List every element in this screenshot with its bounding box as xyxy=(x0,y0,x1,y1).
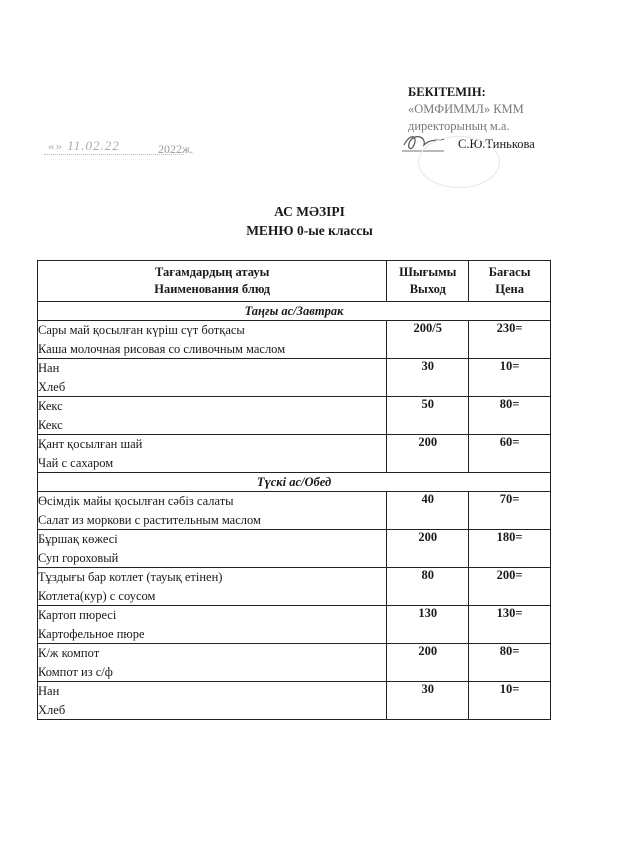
dish-name: Қант қосылған шай Чай с сахаром xyxy=(38,435,387,473)
section-title: Таңғы ас/Завтрак xyxy=(38,302,551,321)
table-row xyxy=(38,397,551,435)
dish-price: 180= xyxy=(469,530,551,568)
dish-output: 40 xyxy=(387,492,469,530)
dish-price: 200= xyxy=(469,568,551,606)
dish-output: 200 xyxy=(387,644,469,682)
dish-output: 30 xyxy=(387,359,469,397)
table-header-row xyxy=(38,261,551,302)
approval-position: директорының м.а. xyxy=(408,119,510,133)
table-row xyxy=(38,530,551,568)
section-row-lunch xyxy=(38,473,551,492)
table-row xyxy=(38,682,551,720)
dish-price: 10= xyxy=(469,359,551,397)
approval-date xyxy=(40,138,220,160)
page-title: АС МӘЗІРІ xyxy=(274,204,345,219)
date-handwritten: «» 11.02.22 xyxy=(48,138,120,153)
dish-name: Бұршақ көжесі Суп гороховый xyxy=(38,530,387,568)
approval-signatory: С.Ю.Тинькова xyxy=(458,137,535,151)
dish-name: Нан Хлеб xyxy=(38,682,387,720)
header-name: Тағамдардың атауы Наименования блюд xyxy=(38,261,387,302)
section-row-breakfast xyxy=(38,302,551,321)
dish-output: 30 xyxy=(387,682,469,720)
table-row xyxy=(38,359,551,397)
dish-price: 230= xyxy=(469,321,551,359)
dish-price: 80= xyxy=(469,397,551,435)
approval-heading: БЕКІТЕМІН: xyxy=(408,85,486,99)
dish-price: 80= xyxy=(469,644,551,682)
dish-price: 130= xyxy=(469,606,551,644)
menu-table xyxy=(37,260,551,720)
dish-name: Өсімдік майы қосылған сәбіз салаты Салат из моркови с растительным маслом xyxy=(38,492,387,530)
table-row xyxy=(38,492,551,530)
table-row xyxy=(38,321,551,359)
dish-price: 60= xyxy=(469,435,551,473)
table-row xyxy=(38,644,551,682)
section-title: Түскі ас/Обед xyxy=(38,473,551,492)
header-price: Бағасы Цена xyxy=(469,261,551,302)
table-row xyxy=(38,568,551,606)
table-row xyxy=(38,606,551,644)
dish-name: Нан Хлеб xyxy=(38,359,387,397)
dish-price: 10= xyxy=(469,682,551,720)
dish-name: Тұздығы бар котлет (тауық етінен) Котлета(кур) с соусом xyxy=(38,568,387,606)
dish-output: 50 xyxy=(387,397,469,435)
dish-name: Сары май қосылған күріш сүт ботқасы Каша молочная рисовая со сливочным маслом xyxy=(38,321,387,359)
dish-name: К/ж компот Компот из с/ф xyxy=(38,644,387,682)
dish-output: 200/5 xyxy=(387,321,469,359)
dish-output: 200 xyxy=(387,435,469,473)
page-subtitle: МЕНЮ 0-ые классы xyxy=(246,223,373,238)
dish-output: 80 xyxy=(387,568,469,606)
dish-price: 70= xyxy=(469,492,551,530)
dish-name: Кекс Кекс xyxy=(38,397,387,435)
dish-output: 200 xyxy=(387,530,469,568)
header-output: Шығымы Выход xyxy=(387,261,469,302)
date-year: 2022ж. xyxy=(158,142,194,156)
dish-output: 130 xyxy=(387,606,469,644)
approval-organization: «ОМФИММЛ» КММ xyxy=(408,102,524,116)
stamp-icon xyxy=(418,136,500,188)
dish-name: Картоп пюресі Картофельное пюре xyxy=(38,606,387,644)
table-row xyxy=(38,435,551,473)
